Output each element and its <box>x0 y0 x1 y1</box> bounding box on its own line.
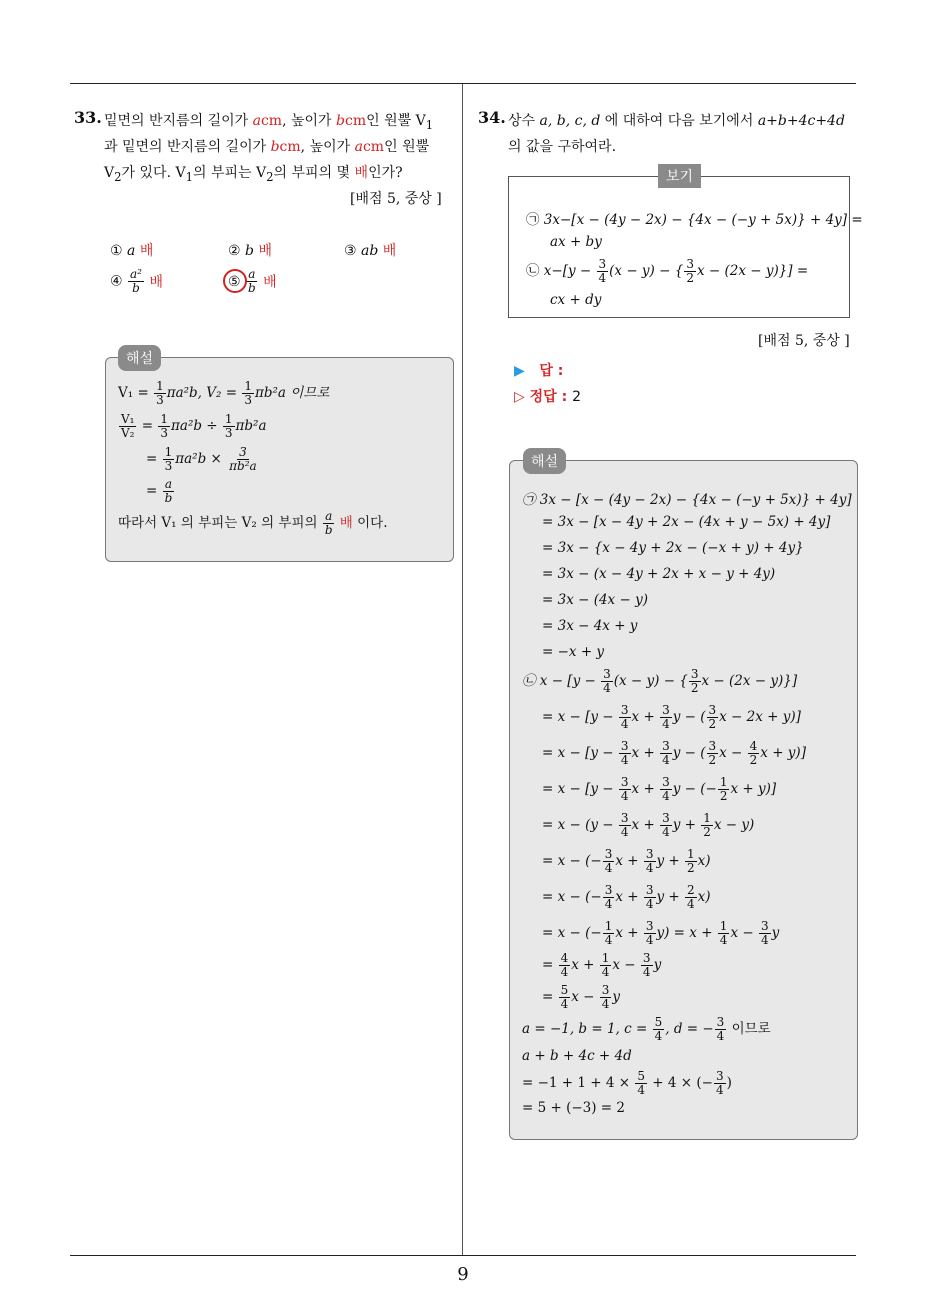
solution-step-5: = 3x − (4x − y) <box>542 592 648 608</box>
solution-tag: 해설 <box>523 448 566 474</box>
choice-4[interactable]: ④ $\frac{\text{a²}}{b}$ 배 <box>110 267 163 295</box>
solution-line-2: $\frac{\text{V₁}}{\text{V₂}}$ = $\frac{1}{3}$ πa²b ÷ $\frac{1}{3}$ πb²a <box>121 412 267 440</box>
score-label: [배점 5, 중상 ] <box>758 333 850 349</box>
solution-step-4: = 3x − (x − 4y + 2x + x − y + 4y) <box>542 566 776 582</box>
solution-result-1: a = −1, b = 1, c = $\frac{5}{4}$ , d = − $\frac{3}{4}$ 이므로 <box>522 1015 771 1043</box>
choice-4-fraction: $\frac{\text{a²}}{b}$ <box>130 267 142 295</box>
score-label: [배점 5, 중상 ] <box>350 191 442 207</box>
bogi-item-2-line-1: ㉡ x−[y − $\frac{3}{4}$ (x − y) − { $\frac{3}{2}$ x − (2x − y)}] = <box>526 257 809 285</box>
bottom-rule <box>70 1255 856 1256</box>
choice-2[interactable]: ② b 배 <box>228 243 272 259</box>
solution-conclusion: 따라서 V₁ 의 부피는 V₂ 의 부피의 $\frac{a}{b}$ 배 이다. <box>118 509 388 537</box>
question-text-line-3: $V_2$가 있다. $V_1$의 부피는 $V_2$의 부피의 몇 배인가? <box>104 165 403 184</box>
solution-result-2: a + b + 4c + 4d <box>522 1048 632 1064</box>
question-text-line-1: 밑면의 반지름의 길이가 acm, 높이가 bcm인 원뿔 $V_1$ <box>104 113 434 132</box>
solution-step-1: ㉠ 3x − [x − (4y − 2x) − {4x − (−y + 5x)} + 4y] <box>522 492 852 508</box>
choice-5-selected[interactable]: ⑤ $\frac{a}{b}$ 배 <box>228 268 277 295</box>
solution-result-3: = −1 + 1 + 4 × $\frac{5}{4}$ + 4 × (− $\frac{3}{4}$ ) <box>522 1069 732 1097</box>
solution-step-8: ㉡ x − [y − $\frac{3}{4}$ (x − y) − { $\frac{3}{2}$ x − (2x − y)}] <box>522 667 798 695</box>
question-number: 34. <box>478 108 506 127</box>
solution-line-1: V₁ = $\frac{1}{3}$ πa²b, V₂ = $\frac{1}{3}$ πb²a 이므로 <box>118 379 330 407</box>
selected-answer-circle: ⑤ <box>228 274 241 290</box>
solution-result-4: = 5 + (−3) = 2 <box>522 1100 626 1116</box>
question-text-line-1: 상수 a, b, c, d 에 대하여 다음 보기에서 a+b+4c+4d <box>508 113 845 129</box>
solution-step-14: = x − (− $\frac{3}{4}$ x + $\frac{3}{4}$ y + $\frac{2}{4}$ x) <box>542 883 711 911</box>
choice-3[interactable]: ③ ab 배 <box>344 243 397 259</box>
top-rule <box>70 83 856 84</box>
solution-line-4: = $\frac{a}{b}$ <box>146 477 173 505</box>
question-text-line-2: 과 밑면의 반지름의 길이가 bcm, 높이가 acm인 원뿔 <box>104 139 430 155</box>
choice-5-fraction: $\frac{a}{b}$ <box>248 267 256 295</box>
column-divider <box>462 84 463 1256</box>
bogi-tag: 보기 <box>658 164 701 188</box>
blue-triangle-icon: ▶ <box>514 363 525 379</box>
solution-step-12: = x − (y − $\frac{3}{4}$ x + $\frac{3}{4}$ y + $\frac{1}{2}$ x − y) <box>542 811 755 839</box>
solution-step-15: = x − (− $\frac{1}{4}$ x + $\frac{3}{4}$ y) = x + $\frac{1}{4}$ x − $\frac{3}{4}$ y <box>542 919 780 947</box>
solution-step-3: = 3x − {x − 4y + 2x − (−x + y) + 4y} <box>542 540 804 556</box>
bogi-item-2-line-2: cx + dy <box>550 292 602 308</box>
solution-step-11: = x − [y − $\frac{3}{4}$ x + $\frac{3}{4}$ y − (− $\frac{1}{2}$ x + y)] <box>542 775 777 803</box>
solution-line-3: = $\frac{1}{3}$ πa²b × $\frac{3}{\text{πb²a}}$ <box>146 445 257 473</box>
bogi-item-1-line-1: ㉠ 3x−[x − (4y − 2x) − {4x − (−y + 5x)} + 4y] = <box>526 212 863 228</box>
solution-step-7: = −x + y <box>542 644 605 660</box>
solution-step-9: = x − [y − $\frac{3}{4}$ x + $\frac{3}{4}$ y − ( $\frac{3}{2}$ x − 2x + y)] <box>542 703 801 731</box>
solution-step-16: = $\frac{4}{4}$ x + $\frac{1}{4}$ x − $\frac{3}{4}$ y <box>542 951 662 979</box>
bogi-item-1-line-2: ax + by <box>550 234 602 250</box>
solution-step-10: = x − [y − $\frac{3}{4}$ x + $\frac{3}{4}$ y − ( $\frac{3}{2}$ x − $\frac{4}{2}$ x + y)] <box>542 739 806 767</box>
solution-step-6: = 3x − 4x + y <box>542 618 638 634</box>
red-circle-mark-icon <box>223 269 247 293</box>
correct-answer-row: ▷ 정답 : 2 <box>514 389 581 405</box>
question-number: 33. <box>74 108 102 127</box>
answer-row: ▶ 답 : <box>514 363 564 379</box>
solution-step-13: = x − (− $\frac{3}{4}$ x + $\frac{3}{4}$ y + $\frac{1}{2}$ x) <box>542 847 711 875</box>
outline-triangle-icon: ▷ <box>514 389 525 405</box>
solution-step-17: = $\frac{5}{4}$ x − $\frac{3}{4}$ y <box>542 983 621 1011</box>
choice-1[interactable]: ① a 배 <box>110 243 154 259</box>
page-number: 9 <box>457 1264 469 1285</box>
question-text-line-2: 의 값을 구하여라. <box>508 139 617 155</box>
solution-tag: 해설 <box>118 345 161 371</box>
solution-step-2: = 3x − [x − 4y + 2x − (4x + y − 5x) + 4y] <box>542 514 831 530</box>
